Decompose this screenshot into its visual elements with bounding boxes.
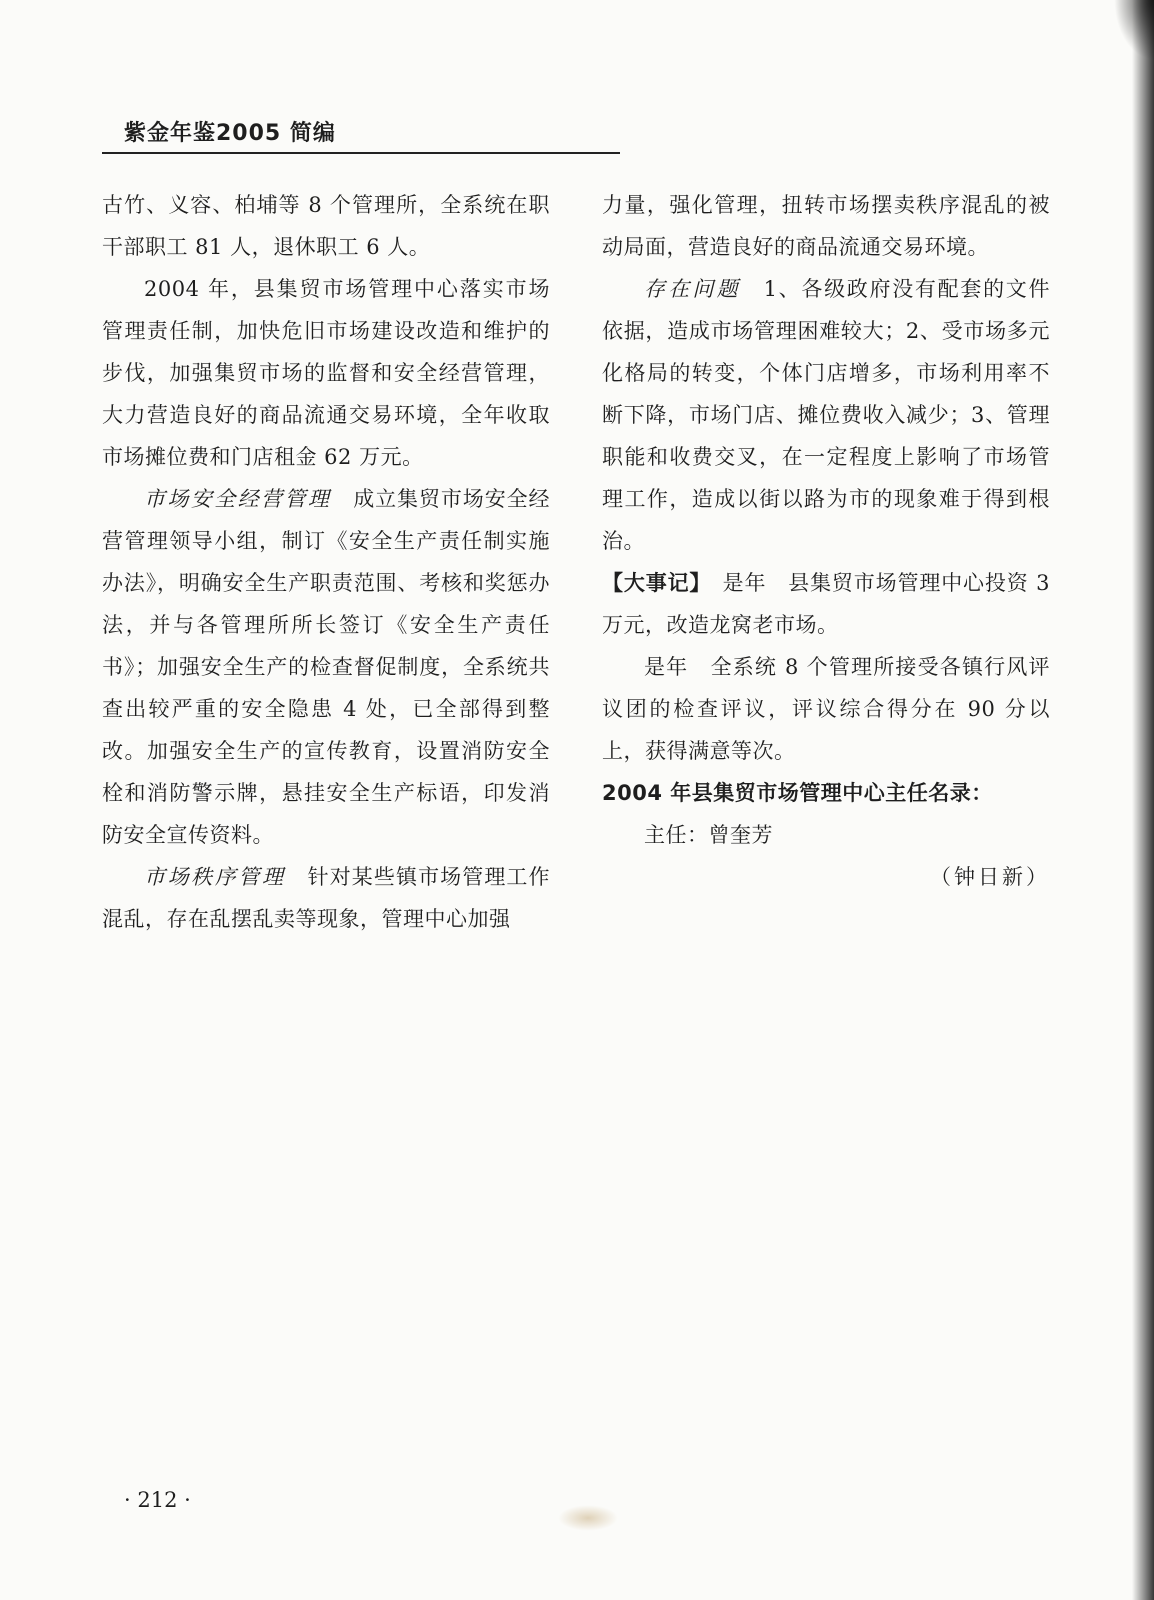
section-lead-safety: 市场安全经营管理	[144, 487, 332, 511]
paragraph-chronicle	[602, 562, 1050, 646]
paragraph-2004-summary: 2004 年，县集贸市场管理中心落实市场管理责任制，加快危旧市场建设改造和维护的步伐，加强集贸市场的监督和安全经营管理，大力营造良好的商品流通交易环境，全年收取市场摊位费和门店租金 62 万元。	[102, 277, 550, 469]
chronicle-heading: 【大事记】	[602, 571, 701, 595]
section-body-problems: 1、各级政府没有配套的文件依据，造成市场管理困难较大；2、受市场多元化格局的转变，个体门店增多，市场利用率不断下降，市场门店、摊位费收入减少；3、管理职能和收费交叉，在一定程度上影响了市场管理工作，造成以街以路为市的现象难于得到根治。	[602, 277, 1050, 553]
section-body-safety: 成立集贸市场安全经营管理领导小组，制订《安全生产责任制实施办法》，明确安全生产职责范围、考核和奖惩办法，并与各管理所所长签订《安全生产责任书》；加强安全生产的检查督促制度，全系统共查出较严重的安全隐患 4 处，已全部得到整改。加强安全生产的宣传教育，设置消防安全栓和消防警示牌，悬挂安全生产标语，印发消防安全宣传资料。	[102, 487, 551, 847]
director-list-heading: 2004 年县集贸市场管理中心主任名录：	[602, 781, 993, 805]
section-lead-problems: 存在问题	[644, 277, 741, 301]
paragraph-order-management	[102, 856, 550, 940]
page-number: · 212 ·	[124, 1488, 191, 1512]
section-body-order: 针对某些镇市场管理工作混乱，存在乱摆乱卖等现象，管理中心加强	[102, 865, 551, 931]
chronicle-body: 县集贸市场管理中心投资 3 万元，改造龙窝老市场。	[602, 571, 1051, 637]
right-column	[602, 184, 1050, 898]
paragraph-evaluation	[602, 646, 1050, 772]
paragraph-existing-problems	[602, 268, 1050, 562]
scan-edge-shadow	[1132, 0, 1154, 1600]
running-header: 紫金年鉴2005 简编	[124, 121, 336, 146]
left-column	[102, 184, 550, 940]
section-lead-order: 市场秩序管理	[144, 865, 286, 889]
scan-corner-shadow	[1114, 0, 1154, 60]
paper-stain	[558, 1505, 618, 1531]
paragraph-staff-count: 古竹、义容、柏埔等 8 个管理所，全系统在职干部职工 81 人，退休职工 6 人。	[102, 193, 550, 259]
header-rule	[102, 152, 620, 154]
director-name: 主任：曾奎芳	[644, 823, 773, 847]
chronicle-lead: 是年	[722, 571, 767, 595]
evaluation-lead: 是年	[644, 655, 689, 679]
paragraph-safety-management	[102, 478, 550, 856]
evaluation-body: 全系统 8 个管理所接受各镇行风评议团的检查评议，评议综合得分在 90 分以上，获得满意等次。	[602, 655, 1051, 763]
author-credit: （钟日新）	[930, 865, 1050, 889]
paragraph-order-continued: 力量，强化管理，扭转市场摆卖秩序混乱的被动局面，营造良好的商品流通交易环境。	[602, 193, 1050, 259]
